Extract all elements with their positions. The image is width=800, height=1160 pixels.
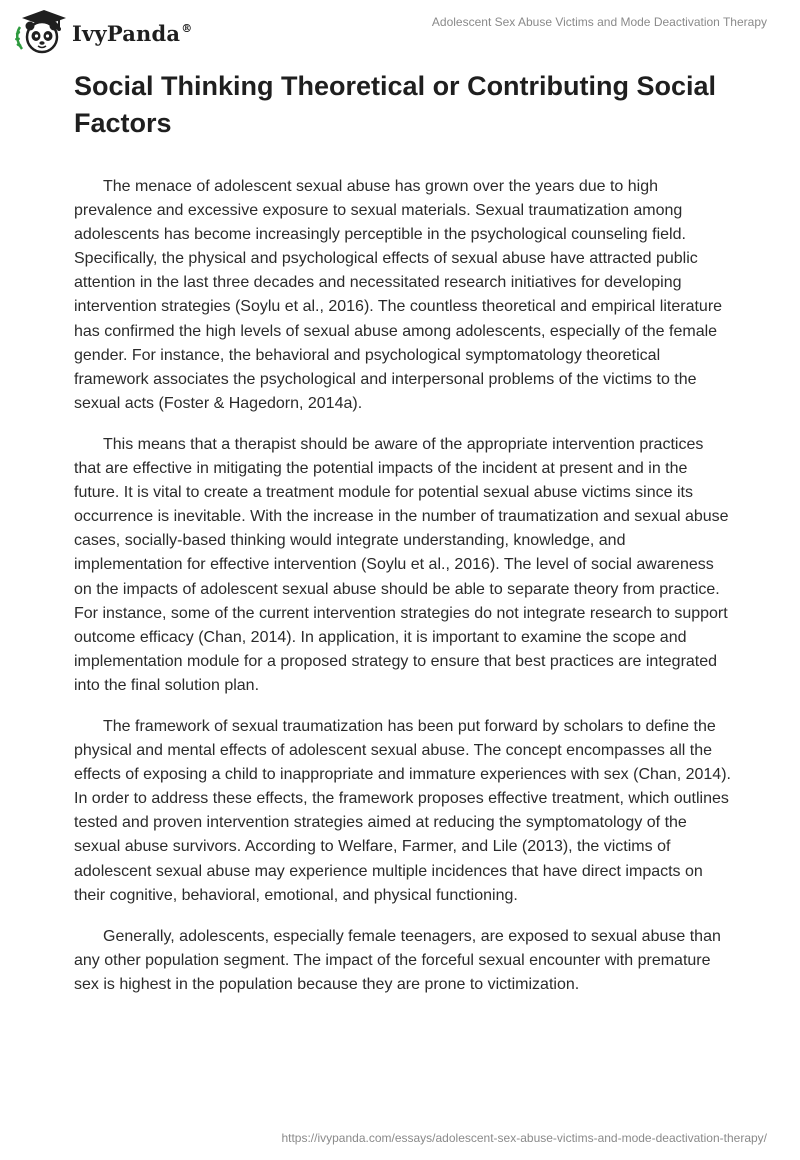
ivypanda-logo[interactable] [14,9,192,55]
document-title: Adolescent Sex Abuse Victims and Mode Deactivation Therapy [431,15,767,29]
essay-content [74,68,734,1014]
logo-text: IvyPanda [72,20,181,46]
essay-paragraph: The menace of adolescent sexual abuse has grown over the years due to high prevalence and excessive exposure to sexual materials. Sexual traumatization among adolescents has become increasingly perceptible in the psychological counseling field. Specifically, the physical and psychological effects of sexual abuse have attracted public attention in the last three decades and necessitated research initiatives for developing intervention strategies (Soylu et al., 2016). The countless theoretical and empirical literature has confirmed the high levels of sexual abuse among adolescents, especially of the female gender. For instance, the behavioral and psychological symptomatology theoretical framework associates the psychological and interpersonal problems of the victims to the sexual acts (Foster & Hagedorn, 2014a). [74,178,723,412]
essay-body [74,175,734,997]
section-heading: Social Thinking Theoretical or Contributing Social Factors [74,71,717,138]
essay-paragraph: This means that a therapist should be aware of the appropriate intervention practices that are effective in mitigating the potential impacts of the incident at present and in the future. It is vital to create a treatment module for potential sexual abuse victims since its occurrence is inevitable. With the increase in the number of traumatization and sexual abuse cases, socially-based thinking would integrate understanding, knowledge, and implementation for effective intervention (Soylu et al., 2016). The level of social awareness on the impacts of adolescent sexual abuse should be able to separate theory from practice. For instance, some of the current intervention strategies do not integrate research to support outcome efficacy (Chan, 2014). In application, it is important to examine the scope and implementation module for a proposed strategy to ensure that best practices are integrated into the final solution plan. [74,435,729,694]
panda-graduate-icon [14,9,66,55]
registered-mark: ® [181,21,193,35]
logo-wordmark [72,21,192,46]
source-url[interactable]: https://ivypanda.com/essays/adolescent-sex-abuse-victims-and-mode-deactivation-therapy/ [281,1131,767,1145]
essay-paragraph: Generally, adolescents, especially female teenagers, are exposed to sexual abuse than any other population segment. The impact of the forceful sexual encounter with premature sex is highest in the population because they are prone to victimization. [74,927,721,993]
page-header [0,0,800,60]
essay-paragraph: The framework of sexual traumatization has been put forward by scholars to define the physical and mental effects of adolescent sexual abuse. The concept encompasses all the effects of exposing a child to inappropriate and immature experiences with sex (Chan, 2014). In order to address these effects, the framework proposes effective treatment, which outlines tested and proven intervention strategies aimed at reducing the symptomatology of the sexual abuse survivors. According to Welfare, Farmer, and Lile (2013), the victims of adolescent sexual abuse may experience multiple incidences that have direct impacts on their cognitive, behavioral, emotional, and physical functioning. [74,717,731,904]
